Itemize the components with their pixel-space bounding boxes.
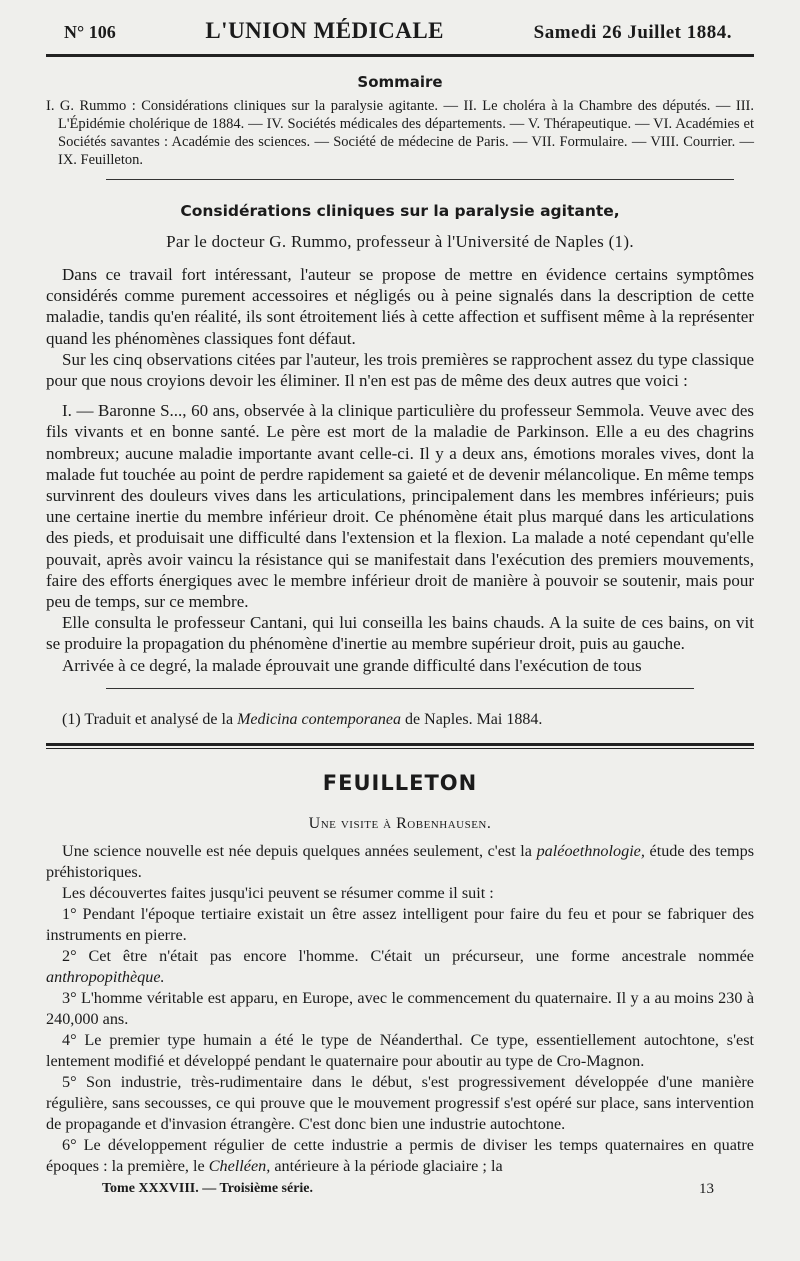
sommaire-rule	[106, 179, 734, 180]
feuilleton-rule	[46, 743, 754, 749]
feuilleton-paragraph: 1° Pendant l'époque tertiaire existait un être assez intelligent pour faire du feu et pour se fabriquer des instruments en pierre.	[46, 904, 754, 944]
feuilleton-paragraph: 5° Son industrie, très-rudimentaire dans le début, s'est progressivement développée d'une manière régulière, sans secousses, ce qui prouve que le mouvement progressif s'est opéré sur place, sans intervention de propagande et d'invasion étrangère. C'est donc bien une industrie autochtone.	[46, 1072, 754, 1133]
journal-title: L'UNION MÉDICALE	[205, 18, 445, 43]
feuilleton-paragraph: Les découvertes faites jusqu'ici peuvent se résumer comme il suit :	[62, 883, 494, 902]
issue-number: N° 106	[64, 22, 116, 42]
page-footer	[102, 1181, 714, 1198]
article-body	[46, 264, 754, 676]
article-paragraph: Sur les cinq observations citées par l'auteur, les trois premières se rapprochent assez du type classique pour que nous croyions devoir les éliminer. Il n'en est pas de même des deux autres que voici :	[46, 349, 754, 391]
feuilleton-paragraph: 3° L'homme véritable est apparu, en Europe, avec le commencement du quaternaire. Il y a au moins 230 à 240,000 ans.	[46, 988, 754, 1028]
feuilleton-body	[46, 841, 754, 1177]
article-title: Considérations cliniques sur la paralysie agitante,	[180, 202, 620, 220]
article-paragraph: I. — Baronne S..., 60 ans, observée à la clinique particulière du professeur Semmola. Veuve avec des fils vivants et en bonne santé. Le père est mort de la maladie de Parkinson. Elle a eu des chagrins nombreux; aucune maladie importante avant celle-ci. Il y a deux ans, émotions morales vives, dont la malade fut touchée au point de perdre rapidement sa gaieté et de devenir mélancolique. En même temps survinrent des douleurs vives dans les articulations, principalement dans les membres inférieurs; puis une certaine inertie du membre inférieur droit. Ce phénomène était plus marqué dans les articulations des pieds, et produisait une difficulté dans l'extension et la flexion. La malade a noté cependant qu'elle pouvait, après avoir vaincu la résistance qui se manifestait dans l'exécution des premiers mouvements, faire des efforts énergiques avec le membre inférieur droit de manière à pouvoir se soutenir, mais pour peu de temps, sur ce membre.	[46, 401, 754, 612]
header-rule	[46, 54, 754, 57]
article-byline: Par le docteur G. Rummo, professeur à l'Université de Naples (1).	[166, 232, 634, 251]
sommaire-heading: Sommaire	[357, 73, 443, 91]
issue-date: Samedi 26 Juillet 1884.	[533, 22, 732, 43]
feuilleton-heading: FEUILLETON	[322, 770, 478, 795]
page-number: 13	[699, 1180, 714, 1197]
footnote-rule	[106, 688, 694, 689]
feuilleton-paragraph: 2° Cet être n'était pas encore l'homme. C'était un précurseur, une forme ancestrale nommée anthropopithèque.	[46, 946, 754, 986]
volume-info: Tome XXXVIII. — Troisième série.	[102, 1180, 314, 1196]
feuilleton-subtitle: Une visite à Robenhausen.	[308, 814, 492, 832]
article-paragraph: Dans ce travail fort intéressant, l'auteur se propose de mettre en évidence certains symptômes considérés comme purement accessoires et négligés ou à peine signalés dans la description de cette maladie, tandis qu'en réalité, ils sont étroitement liés à cette affection et suffisent même à la représenter quand les phénomènes classiques font défaut.	[46, 265, 754, 348]
page-header	[64, 18, 732, 44]
article-footnote: (1) Traduit et analysé de la Medicina contemporanea de Naples. Mai 1884.	[62, 710, 543, 728]
feuilleton-paragraph: 4° Le premier type humain a été le type de Néanderthal. Ce type, essentiellement autochtone, s'est lentement modifié et développé pendant le quaternaire pour aboutir au type de Cro-Magnon.	[46, 1030, 754, 1070]
feuilleton-paragraph: 6° Le développement régulier de cette industrie a permis de diviser les temps quaternaires en quatre époques : la première, le Chelléen, antérieure à la période glaciaire ; la	[46, 1135, 754, 1175]
article-paragraph: Arrivée à ce degré, la malade éprouvait une grande difficulté dans l'exécution de tous	[62, 655, 642, 675]
feuilleton-paragraph: Une science nouvelle est née depuis quelques années seulement, c'est la paléoethnologie, étude des temps préhistoriques.	[46, 841, 754, 881]
sommaire-text: I. G. Rummo : Considérations cliniques sur la paralysie agitante. — II. Le choléra à la Chambre des députés. — III. L'Épidémie cholérique de 1884. — IV. Sociétés médicales des départements. — V. Thérapeutique. — VI. Académies et Sociétés savantes : Académie des sciences. — Société de médecine de Paris. — VII. Formulaire. — VIII. Courrier. — IX. Feuilleton.	[46, 98, 754, 168]
article-paragraph: Elle consulta le professeur Cantani, qui lui conseilla les bains chauds. A la suite de ces bains, on vit se produire la propagation du phénomène d'inertie au membre supérieur droit, puis au gauche.	[46, 613, 754, 654]
